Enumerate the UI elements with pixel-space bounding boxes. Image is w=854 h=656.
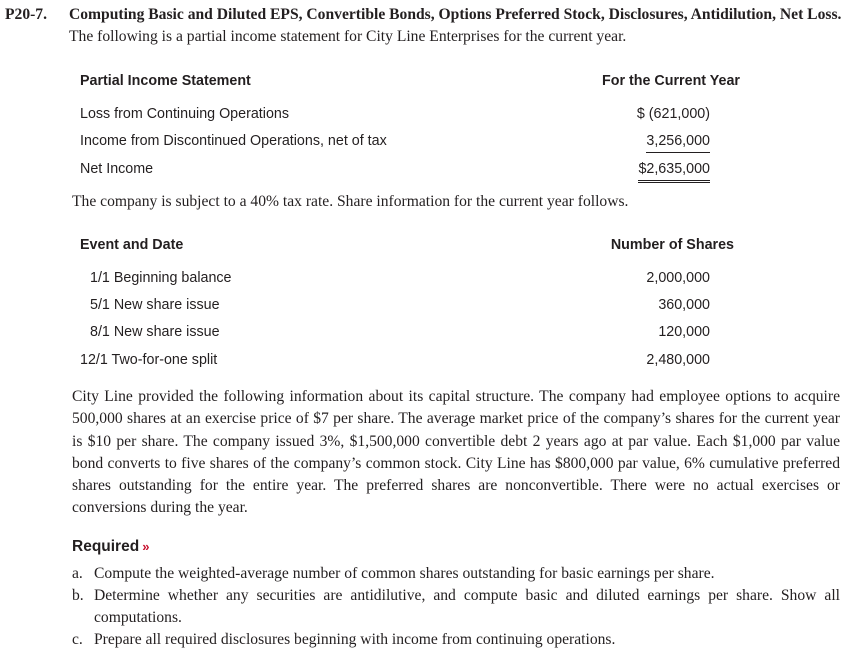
table-row bbox=[80, 104, 740, 124]
problem-intro: The following is a partial income statement for City Line Enterprises for the current year. bbox=[69, 28, 627, 45]
row-label: 1/1 Beginning balance bbox=[90, 270, 232, 286]
row-value: $ (621,000) bbox=[636, 106, 710, 122]
row-label: Net Income bbox=[80, 161, 154, 177]
share-table-header-left: Event and Date bbox=[80, 237, 184, 253]
item-marker: b. bbox=[72, 587, 84, 604]
row-label: 12/1 Two-for-one split bbox=[80, 352, 218, 368]
list-item bbox=[72, 629, 840, 651]
row-value: 2,480,000 bbox=[646, 352, 710, 368]
problem-title: Computing Basic and Diluted EPS, Convertible Bonds, Options Preferred Stock, Disclosures, Antidilution, Net Loss. bbox=[69, 6, 842, 23]
problem-heading bbox=[5, 4, 847, 48]
tax-rate-text: The company is subject to a 40% tax rate. Share information for the current year follows. bbox=[72, 193, 629, 210]
capital-structure-text: City Line provided the following information about its capital structure. The company had employee options to acquire 500,000 shares at an exercise price of $7 per share. The average market price of the company’s shares for the current year is $10 per share. The company issued 3%, $1,500,000 convertible debt 2 years ago at par value. Each $1,000 par value bond converts to five shares of the company’s common stock. City Line has $800,000 par value, 6% cumulative preferred shares outstanding for the entire year. The preferred shares are nonconvertible. There were no actual exercises or conversions during the year. bbox=[72, 388, 840, 517]
item-marker: a. bbox=[72, 565, 83, 582]
item-text: Determine whether any securities are antidilutive, and compute basic and diluted earnings per share. Show all computations. bbox=[94, 587, 840, 626]
row-label: 5/1 New share issue bbox=[90, 297, 220, 313]
row-value: 2,000,000 bbox=[646, 270, 710, 286]
row-label: 8/1 New share issue bbox=[90, 324, 220, 340]
row-label: Loss from Continuing Operations bbox=[80, 106, 290, 122]
item-text: Prepare all required disclosures beginning with income from continuing operations. bbox=[94, 631, 616, 648]
required-title: Required bbox=[72, 538, 140, 555]
problem-number: P20-7. bbox=[5, 6, 48, 23]
income-statement-header-left: Partial Income Statement bbox=[80, 73, 251, 89]
table-row bbox=[80, 131, 740, 151]
table-row bbox=[80, 322, 740, 342]
table-row bbox=[80, 159, 740, 179]
income-statement-header-right: For the Current Year bbox=[602, 73, 740, 89]
income-statement-header bbox=[80, 71, 740, 91]
table-row bbox=[80, 350, 740, 370]
row-value: $2,635,000 bbox=[638, 159, 710, 183]
table-row bbox=[80, 268, 740, 288]
list-item bbox=[72, 585, 840, 629]
row-value: 120,000 bbox=[658, 324, 710, 340]
required-heading bbox=[72, 538, 149, 556]
share-table-header-right: Number of Shares bbox=[610, 237, 734, 253]
chevron-right-icon: » bbox=[142, 539, 150, 554]
item-marker: c. bbox=[72, 631, 83, 648]
table-row bbox=[80, 295, 740, 315]
row-label: Income from Discontinued Operations, net of tax bbox=[80, 133, 387, 149]
item-text: Compute the weighted-average number of common shares outstanding for basic earnings per share. bbox=[94, 565, 715, 582]
row-value: 360,000 bbox=[658, 297, 710, 313]
problem-statement bbox=[69, 4, 847, 48]
share-table-header bbox=[80, 235, 740, 255]
row-value: 3,256,000 bbox=[646, 131, 710, 153]
required-list bbox=[72, 563, 840, 651]
list-item bbox=[72, 563, 840, 585]
